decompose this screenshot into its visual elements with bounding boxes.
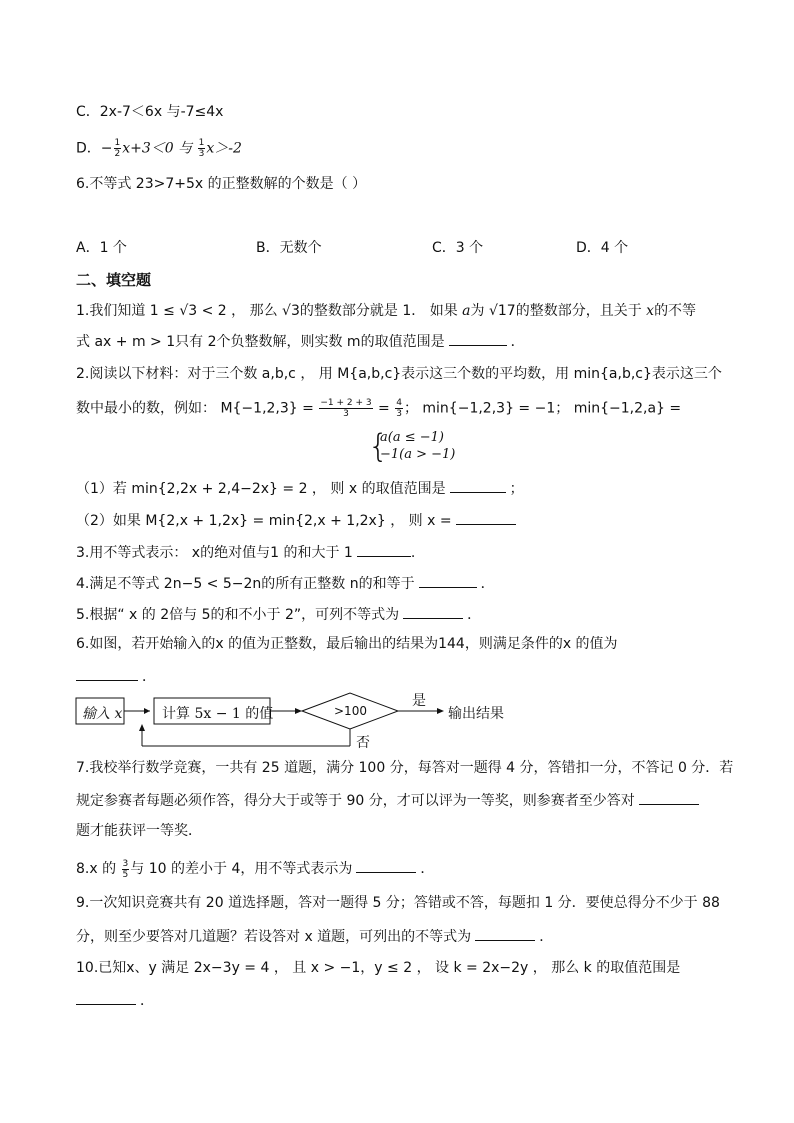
frac-mean-den: 3	[343, 409, 349, 419]
left-brace: {	[368, 427, 389, 465]
fill-8-end: ．	[420, 861, 435, 877]
fill-8-text-b: 与 10 的差小于 4，用不等式表示为	[130, 861, 353, 877]
fill-1-var-x: x	[646, 303, 655, 319]
section-title-fill-in: 二、填空题	[76, 271, 152, 289]
fill-10-line-1: 10.已知x、y 满足 2x−3y = 4 ， 且 x > −1，y ≤ 2 ， 设 k = 2x−2y ， 那么 k 的取值范围是	[76, 960, 681, 976]
question-5-option-c: C．2x-7＜6x 与-7≤4x	[76, 104, 224, 120]
answer-blank-3[interactable]	[357, 542, 411, 557]
fraction-three-fifths	[122, 859, 130, 880]
fill-2-sub-2-text: （2）如果 M{2,x + 1,2x} = min{2,x + 1,2x} ， 则 x =	[76, 513, 452, 529]
flowchart	[74, 690, 514, 750]
fill-2-text-a: 数中最小的数，例如： M{−1,2,3} =	[76, 400, 319, 417]
question-6: 6.不等式 23>7+5x 的正整数解的个数是（ ）	[76, 176, 367, 192]
fill-6-line-1: 6.如图，若开始输入的x 的值为正整数，最后输出的结果为144，则满足条件的x 的值为	[76, 636, 618, 652]
fill-4	[76, 573, 495, 594]
flow-yes-label: 是	[412, 693, 426, 709]
frac-35-num: 3	[122, 858, 129, 869]
flow-no-label: 否	[356, 735, 370, 751]
fill-2-line-2	[76, 398, 681, 419]
answer-blank-6[interactable]	[76, 666, 138, 681]
fill-1-line-2: 式 ax + m > 1只有 2个负整数解，则实数 m的取值范围是 ．	[76, 331, 525, 352]
option-d-label: D．	[76, 140, 101, 157]
answer-blank-9[interactable]	[475, 926, 535, 941]
fill-2-sub-1-end: ；	[509, 481, 524, 497]
fill-2-text-c: ； min{−1,2,3} = −1； min{−1,2,a} =	[403, 400, 682, 417]
fill-9-line-1: 9.一次知识竞赛共有 20 道选择题，答对一题得 5 分；答错或不答，每题扣 1 分．要使总得分不少于 88	[76, 895, 720, 911]
question-5-option-d: D．− $\frac{1}{2}$ x+3＜0 与 $\frac{1}{3}$ x＞-2	[76, 138, 242, 159]
q6-option-b: B．无数个	[256, 240, 322, 256]
case-1: a(a ≤ −1)	[380, 430, 444, 445]
answer-blank-4[interactable]	[419, 573, 477, 588]
fill-3	[76, 542, 415, 563]
frac-mean-num: −1 + 2 + 3	[320, 398, 372, 408]
flow-output-label: 输出结果	[448, 706, 504, 722]
fill-5	[76, 604, 481, 625]
answer-blank-10[interactable]	[76, 990, 136, 1005]
frac-43-num: 4	[396, 398, 402, 408]
flow-input-label: 输入 x	[82, 706, 123, 722]
flow-calc-label: 计算 5x − 1 的值	[162, 706, 274, 722]
fill-2-sub-1-text: （1）若 min{2,2x + 2,4−2x} = 2 ， 则 x 的取值范围是	[76, 481, 446, 497]
fraction-mean	[319, 398, 372, 419]
option-d-end: x＞-2	[206, 140, 242, 157]
answer-blank-1[interactable]	[449, 331, 507, 346]
answer-blank-2-1[interactable]	[450, 478, 506, 493]
fill-4-end: ．	[480, 576, 495, 592]
fill-1-text-2: 式 ax + m > 1只有 2个负整数解，则实数 m的取值范围是	[76, 334, 445, 350]
fill-8-text-a: 8.x 的	[76, 861, 121, 877]
case-2: −1(a > −1)	[380, 447, 456, 462]
fill-9-line-2	[76, 926, 553, 947]
fill-3-text: 3.用不等式表示： x的绝对值与1 的和大于 1	[76, 545, 353, 561]
fill-9-text-2: 分，则至少要答对几道题？若设答对 x 道题，可列出的不等式为	[76, 929, 472, 945]
fill-3-end: .	[410, 545, 416, 561]
fill-5-text: 5.根据“ x 的 2倍与 5的和不小于 2”，可列不等式为	[76, 607, 400, 623]
fill-1-text-e: 的不等	[654, 303, 697, 319]
fill-6-end: ．	[142, 669, 156, 685]
fill-7-line-3: 题才能获评一等奖．	[76, 823, 202, 839]
fill-7-text-2: 规定参赛者每题必须作答，得分大于或等于 90 分，才可以评为一等奖，则参赛者至少答对	[76, 793, 635, 809]
fill-1-text-c: 为 √17的整数部分，且关于	[470, 303, 647, 319]
fill-1-text-a: 1.我们知道 1 ≤ √3 < 2 ， 那么 √3的整数部分就是 1． 如果	[76, 303, 463, 319]
fill-9-end: ．	[539, 929, 554, 945]
fraction-four-thirds	[395, 398, 403, 419]
fill-8	[76, 858, 434, 880]
fraction-one-half: $\frac{1}{2}$	[114, 138, 121, 159]
frac-43-den: 3	[396, 409, 402, 419]
q6-option-c: C．3 个	[432, 240, 484, 256]
answer-blank-7[interactable]	[639, 790, 699, 805]
fill-10-end: ．	[140, 993, 154, 1009]
q6-option-a: A．1 个	[76, 240, 127, 256]
answer-blank-5[interactable]	[403, 604, 463, 619]
fill-4-text: 4.满足不等式 2n−5 < 5−2n的所有正整数 n的和等于	[76, 576, 415, 592]
fill-2-sub-2	[76, 510, 520, 531]
fill-1-var-a: a	[462, 303, 471, 319]
answer-blank-2-2[interactable]	[456, 510, 516, 525]
fill-7-line-2	[76, 790, 703, 811]
fill-10-line-2	[76, 990, 154, 1011]
fill-7-line-1: 7.我校举行数学竞赛，一共有 25 道题，满分 100 分，每答对一题得 4 分，答错扣一分，不答记 0 分．若	[76, 760, 734, 776]
fill-2-text-b: =	[373, 400, 395, 417]
fill-5-end: ．	[467, 607, 482, 623]
fill-1-line-1	[76, 301, 696, 321]
piecewise-cases	[368, 427, 458, 466]
frac-35-den: 5	[122, 869, 129, 880]
q6-option-d: D．4 个	[576, 240, 629, 256]
flow-cond-label: >100	[334, 704, 367, 718]
answer-blank-8[interactable]	[356, 858, 416, 873]
fill-2-line-1: 2.阅读以下材料：对于三个数 a,b,c ， 用 M{a,b,c}表示这三个数的平均数，用 min{a,b,c}表示这三个	[76, 366, 722, 382]
fraction-one-third: $\frac{1}{3}$	[198, 138, 205, 159]
fill-6-line-2	[76, 666, 156, 687]
option-d-middle: x+3＜0 与	[122, 140, 197, 157]
fill-2-sub-1	[76, 478, 524, 499]
